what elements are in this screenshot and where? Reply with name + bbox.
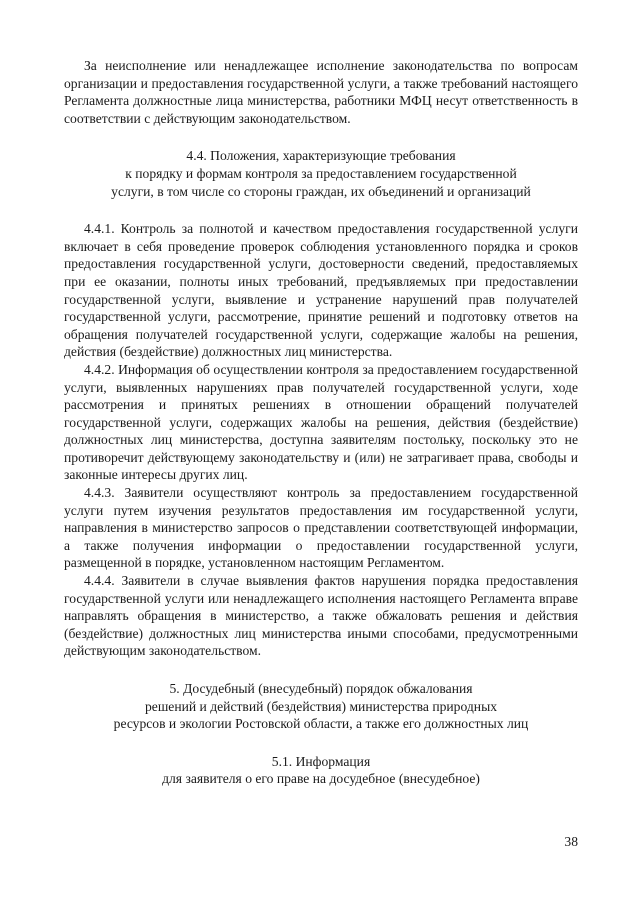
heading-4-4-line-1: 4.4. Положения, характеризующие требования <box>186 148 456 164</box>
heading-5-1-line-1: 5.1. Информация <box>271 753 371 769</box>
heading-5-1-line-2: для заявителя о его праве на досудебное (внесудебное) <box>162 771 480 787</box>
paragraph-4-4-4: 4.4.4. Заявители в случае выявления фактов нарушения порядка предоставления государственной услуги или ненадлежащего исполнения настоящего Регламента вправе направлять обращения в министерство, а также обжаловать решения и действия (бездействие) должностных лиц министерства иными способами, предусмотренными действующим законодательством. <box>64 573 578 659</box>
heading-5-line-3: ресурсов и экологии Ростовской области, а также его должностных лиц <box>113 716 529 732</box>
heading-5-line-2: решений и действий (бездействия) министерства природных <box>145 698 497 714</box>
heading-4-4-line-2: к порядку и формам контроля за предоставлением государственной <box>125 165 517 181</box>
paragraph-4-4-2: 4.4.2. Информация об осуществлении контроля за предоставлением государственной услуги, выявленных нарушениях прав получателей государственной услуги, ходе рассмотрения и принятых решениях в отношении обращений получателей государственной услуги, содержащих жалобы на решения, действия (бездействие) должностных лиц министерства, доступна заявителям постольку, поскольку это не противоречит действующему законодательству и (или) не затрагивает права, свободы и законные интересы других лиц. <box>64 361 578 483</box>
section-heading-5 <box>64 680 578 733</box>
page-content <box>64 57 578 788</box>
intro-paragraph: За неисполнение или ненадлежащее исполнение законодательства по вопросам организации и предоставления государственной услуги, а также требований настоящего Регламента должностные лица министерства, работники МФЦ несут ответственность в соответствии с действующим законодательством. <box>64 58 578 126</box>
section-heading-5-1 <box>64 753 578 788</box>
page-number: 38 <box>564 834 578 849</box>
heading-4-4-line-3: услуги, в том числе со стороны граждан, их объединений и организаций <box>111 183 531 199</box>
section-heading-4-4 <box>64 147 578 200</box>
paragraph-4-4-1: 4.4.1. Контроль за полнотой и качеством предоставления государственной услуги включает в себя проведение проверок соблюдения установленного порядка и сроков предоставления государственной услуги, достоверности сведений, предоставляемых при ее оказании, полноты иных требований, предъявляемых при предоставлении государственной услуги, выявление и устранение нарушений прав получателей государственной услуги, рассмотрение, принятие решений и подготовку ответов на обращения получателей государственной услуги, содержащие жалобы на решения, действия (бездействие) должностных лиц министерства. <box>64 221 578 360</box>
paragraph-4-4-3: 4.4.3. Заявители осуществляют контроль за предоставлением государственной услуги путем изучения результатов предоставления им государственной услуги, направления в министерство запросов о представлении соответствующей информации, а также получения информации о предоставлении государственной услуги, размещенной в порядке, установленном настоящим Регламентом. <box>64 485 578 571</box>
heading-5-line-1: 5. Досудебный (внесудебный) порядок обжалования <box>169 681 473 696</box>
